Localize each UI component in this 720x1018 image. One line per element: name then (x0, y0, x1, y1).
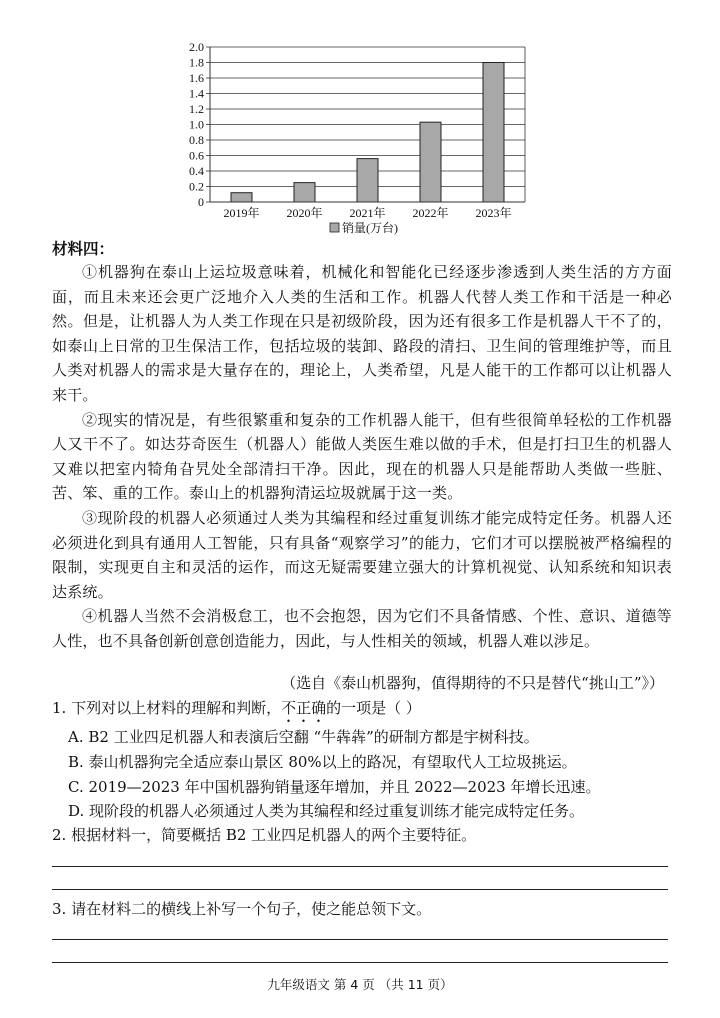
chart-labels (189, 40, 512, 235)
paragraph-4: ④机器人当然不会消极怠工，也不会抱怨，因为它们不具备情感、个性、意识、道德等人性，也不具备创新创意创造能力，因此，与人性相关的领域，机器人难以涉足。 (52, 607, 672, 650)
x-tick-label: 2023年 (475, 206, 512, 220)
answer-line-q2-1[interactable] (52, 866, 668, 867)
bar-2019年 (231, 193, 252, 202)
bar-2022年 (420, 122, 441, 202)
bar-2020年 (294, 183, 315, 202)
y-tick-label: 2.0 (189, 40, 204, 54)
source-citation: （选自《泰山机器狗，值得期待的不只是替代“挑山工”》） (281, 674, 664, 692)
paragraph-3: ③现阶段的机器人必须通过人类为其编程和经过重复训练才能完成特定任务。机器人还必须进化到具有通用人工智能，只有具备“观察学习”的能力，它们才可以摆脱被严格编程的限制，实现更自主和灵活的运作，而这无疑需要建立强大的计算机视觉、认知系统和知识表达系统。 (52, 508, 672, 601)
y-tick-label: 1.4 (189, 86, 204, 101)
question-1-emphasis: 不正确 (281, 699, 327, 717)
y-tick-label: 1.8 (189, 55, 204, 70)
x-tick-label: 2020年 (286, 206, 323, 220)
material-four-heading: 材料四： (52, 239, 115, 258)
paragraph-2: ②现实的情况是，有些很繁重和复杂的工作机器人能干，但有些很简单轻松的工作机器人又干不了。如达芬奇医生（机器人）能做人类医生难以做的手术，但是打扫卫生的机器人又难以把室内犄角旮旯处全部清扫干净。因此，现在的机器人只是能帮助人类做一些脏、苦、笨、重的工作。泰山上的机器狗清运垃圾就属于这一类。 (52, 410, 672, 503)
x-tick-label: 2019年 (223, 206, 260, 220)
sales-bar-chart (180, 36, 540, 236)
option-d[interactable]: D. 现阶段的机器人必须通过人类为其编程和经过重复训练才能完成特定任务。 (68, 802, 585, 820)
x-tick-label: 2021年 (349, 206, 386, 220)
legend-swatch (330, 223, 339, 232)
question-3: 3. 请在材料二的横线上补写一个句子，使之能总领下文。 (52, 900, 432, 918)
y-tick-label: 0 (198, 195, 204, 209)
y-tick-label: 1.2 (189, 102, 204, 116)
answer-line-q3-1[interactable] (52, 939, 668, 940)
legend-label: 销量(万台) (342, 221, 398, 235)
option-c[interactable]: C. 2019—2023 年中国机器狗销量逐年增加，并且 2022—2023 年增长迅速。 (68, 778, 601, 796)
page-footer: 九年级语文 第 4 页 （共 11 页） (267, 977, 453, 992)
question-1 (52, 697, 421, 726)
option-a[interactable]: A. B2 工业四足机器人和表演后空翻 “牛犇犇”的研制方都是宇树科技。 (68, 728, 539, 746)
y-tick-label: 1.6 (189, 71, 204, 85)
question-1-prefix: 1. 下列对以上材料的理解和判断， (52, 699, 282, 717)
bar-2023年 (483, 63, 504, 203)
material-four-body (52, 260, 672, 654)
y-tick-label: 1.0 (189, 117, 204, 132)
y-tick-label: 0.2 (189, 179, 204, 194)
answer-line-q2-2[interactable] (52, 889, 668, 890)
y-tick-label: 0.4 (189, 164, 204, 178)
bar-2021年 (357, 159, 378, 202)
y-tick-label: 0.8 (189, 133, 204, 147)
x-tick-label: 2022年 (412, 206, 449, 220)
y-tick-label: 0.6 (189, 148, 204, 163)
paragraph-1: ①机器狗在泰山上运垃圾意味着，机械化和智能化已经逐步渗透到人类生活的方方面面，而且未来还会更广泛地介入人类的生活和工作。机器人代替人类工作和干活是一种必然。但是，让机器人为人类工作现在只是初级阶段，因为还有很多工作是机器人干不了的，如泰山上日常的卫生保洁工作，包括垃圾的装卸、路段的清扫、卫生间的管理维护等，而且人类对机器人的需求是大量存在的，理论上，人类希望，凡是人能干的工作都可以让机器人来干。 (52, 263, 672, 404)
answer-line-q3-2[interactable] (52, 962, 668, 963)
option-b[interactable]: B. 泰山机器狗完全适应泰山景区 80%以上的路况，有望取代人工垃圾挑运。 (68, 753, 577, 771)
chart-bars (231, 63, 504, 203)
question-1-suffix: 的一项是（ ） (326, 699, 421, 717)
question-2: 2. 根据材料一，简要概括 B2 工业四足机器人的两个主要特征。 (52, 826, 477, 844)
